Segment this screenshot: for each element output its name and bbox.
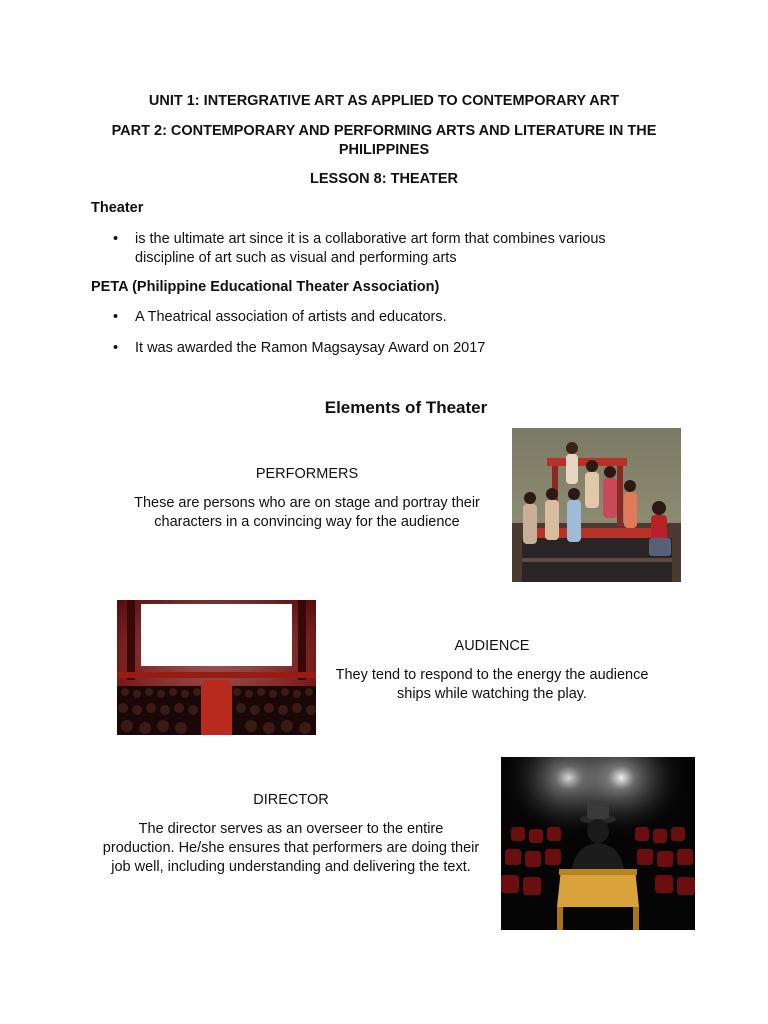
peta-bullet-item	[113, 308, 613, 328]
performers-title: PERFORMERS	[255, 466, 359, 482]
bullet-glyph: •	[113, 309, 119, 325]
peta-bullet-text: It was awarded the Ramon Magsaysay Award on 2017	[135, 340, 486, 356]
performers-description-line2: characters in a convincing way for the audience	[154, 514, 460, 530]
part-title-line2: PHILIPPINES	[338, 142, 430, 158]
peta-bullet-text: A Theatrical association of artists and educators.	[135, 309, 447, 325]
director-photo	[501, 757, 695, 930]
audience-title: AUDIENCE	[454, 638, 530, 654]
performers-photo	[512, 428, 681, 582]
audience-photo	[117, 600, 316, 735]
theater-bullet-line1: is the ultimate art since it is a collaborative art form that combines various	[135, 231, 606, 247]
director-description-line3: job well, including understanding and delivering the text.	[111, 859, 471, 875]
bullet-glyph: •	[113, 231, 119, 247]
theater-bullet-item	[113, 230, 673, 270]
performers-description-line1: These are persons who are on stage and portray their	[134, 495, 480, 511]
part-title-line1: PART 2: CONTEMPORARY AND PERFORMING ARTS AND LITERATURE IN THE	[111, 123, 657, 139]
elements-title: Elements of Theater	[324, 398, 488, 417]
lesson-title: LESSON 8: THEATER	[310, 171, 458, 187]
director-description-line2: production. He/she ensures that performers are doing their	[102, 840, 480, 856]
director-title: DIRECTOR	[253, 792, 329, 808]
theater-heading: Theater	[91, 200, 144, 216]
unit-title: UNIT 1: INTERGRATIVE ART AS APPLIED TO CONTEMPORARY ART	[148, 93, 620, 109]
audience-description-line1: They tend to respond to the energy the audience	[335, 667, 649, 683]
peta-bullet-item	[113, 339, 613, 359]
bullet-glyph: •	[113, 340, 119, 356]
director-description-line1: The director serves as an overseer to the entire	[138, 821, 444, 837]
theater-bullet-line2: discipline of art such as visual and performing arts	[135, 250, 457, 266]
audience-description-line2: ships while watching the play.	[397, 686, 587, 702]
peta-heading: PETA (Philippine Educational Theater Association)	[91, 279, 440, 295]
